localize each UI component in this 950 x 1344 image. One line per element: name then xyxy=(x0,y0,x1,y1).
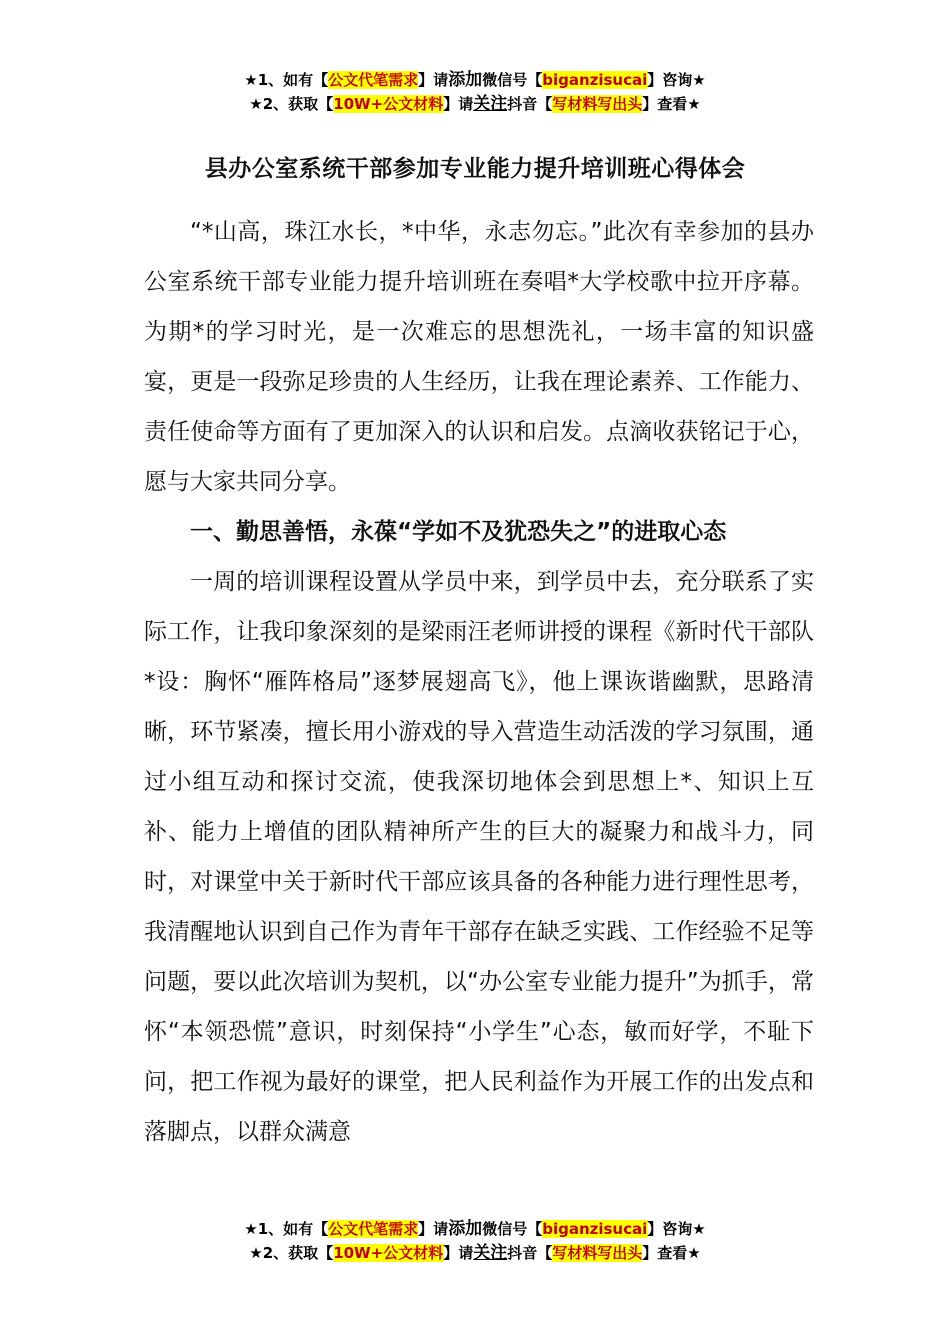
banner-line-2 xyxy=(0,1241,950,1265)
star-icon: ★ xyxy=(244,1220,258,1238)
banner-emphasis: 关注 xyxy=(473,1243,508,1263)
star-icon: ★ xyxy=(687,1244,701,1262)
highlight-wechat-id: biganzisucai xyxy=(542,1220,648,1238)
highlight-service: 公文代笔需求 xyxy=(328,1220,419,1238)
banner-line-2 xyxy=(0,92,950,116)
banner-text: 微信号【 xyxy=(482,71,543,89)
banner-text: 】咨询 xyxy=(647,1220,693,1238)
highlight-wechat-id: biganzisucai xyxy=(542,71,648,89)
banner-emphasis: 添加 xyxy=(448,70,483,90)
highlight-douyin: 写材料写出头 xyxy=(552,95,643,113)
banner-emphasis: 添加 xyxy=(448,1219,483,1239)
highlight-douyin: 写材料写出头 xyxy=(552,1244,643,1262)
highlight-service: 公文代笔需求 xyxy=(328,71,419,89)
banner-text: 】请 xyxy=(443,1244,474,1262)
banner-text: 】请 xyxy=(443,95,474,113)
header-banner xyxy=(0,68,950,116)
banner-text: 】请 xyxy=(418,71,449,89)
highlight-materials: 10W+公文材料 xyxy=(333,95,444,113)
star-icon: ★ xyxy=(692,1220,706,1238)
banner-text: 】查看 xyxy=(642,95,688,113)
banner-text: 1、如有【 xyxy=(257,71,329,89)
banner-text: 】请 xyxy=(418,1220,449,1238)
star-icon: ★ xyxy=(244,71,258,89)
banner-line-1 xyxy=(0,68,950,92)
document-body xyxy=(144,207,814,1157)
document-title: 县办公室系统干部参加专业能力提升培训班心得体会 xyxy=(204,156,746,182)
banner-text: 2、获取【 xyxy=(262,95,334,113)
banner-emphasis: 关注 xyxy=(473,94,508,114)
star-icon: ★ xyxy=(692,71,706,89)
banner-line-1 xyxy=(0,1217,950,1241)
footer-banner xyxy=(0,1217,950,1265)
banner-text: 抖音【 xyxy=(507,95,553,113)
body-paragraph: 一周的培训课程设置从学员中来，到学员中去，充分联系了实际工作，让我印象深刻的是梁雨汪老师讲授的课程《新时代干部队*设：胸怀“雁阵格局”逐梦展翅高飞》，他上课诙谐幽默，思路清晰，环节紧凑，擅长用小游戏的导入营造生动活泼的学习氛围，通过小组互动和探讨交流，使我深切地体会到思想上*、知识上互补、能力上增值的团队精神所产生的巨大的凝聚力和战斗力，同时，对课堂中关于新时代干部应该具备的各种能力进行理性思考，我清醒地认识到自己作为青年干部存在缺乏实践、工作经验不足等问题，要以此次培训为契机，以“办公室专业能力提升”为抓手，常怀“本领恐慌”意识，时刻保持“小学生”心态，敏而好学，不耻下问，把工作视为最好的课堂，把人民利益作为开展工作的出发点和落脚点，以群众满意 xyxy=(144,569,814,1145)
banner-text: 抖音【 xyxy=(507,1244,553,1262)
star-icon: ★ xyxy=(249,95,263,113)
intro-paragraph: “*山高，珠江水长，*中华，永志勿忘。”此次有幸参加的县办公室系统干部专业能力提升培训班在奏唱*大学校歌中拉开序幕。为期*的学习时光，是一次难忘的思想洗礼，一场丰富的知识盛宴，更是一段弥足珍贵的人生经历，让我在理论素养、工作能力、责任使命等方面有了更加深入的认识和启发。点滴收获铭记于心，愿与大家共同分享。 xyxy=(144,219,814,495)
banner-text: 】咨询 xyxy=(647,71,693,89)
highlight-materials: 10W+公文材料 xyxy=(333,1244,444,1262)
section-heading: 一、勤思善悟，永葆“学如不及犹恐失之”的进取心态 xyxy=(190,519,727,545)
banner-text: 】查看 xyxy=(642,1244,688,1262)
banner-text: 1、如有【 xyxy=(257,1220,329,1238)
banner-text: 2、获取【 xyxy=(262,1244,334,1262)
banner-text: 微信号【 xyxy=(482,1220,543,1238)
star-icon: ★ xyxy=(249,1244,263,1262)
star-icon: ★ xyxy=(687,95,701,113)
